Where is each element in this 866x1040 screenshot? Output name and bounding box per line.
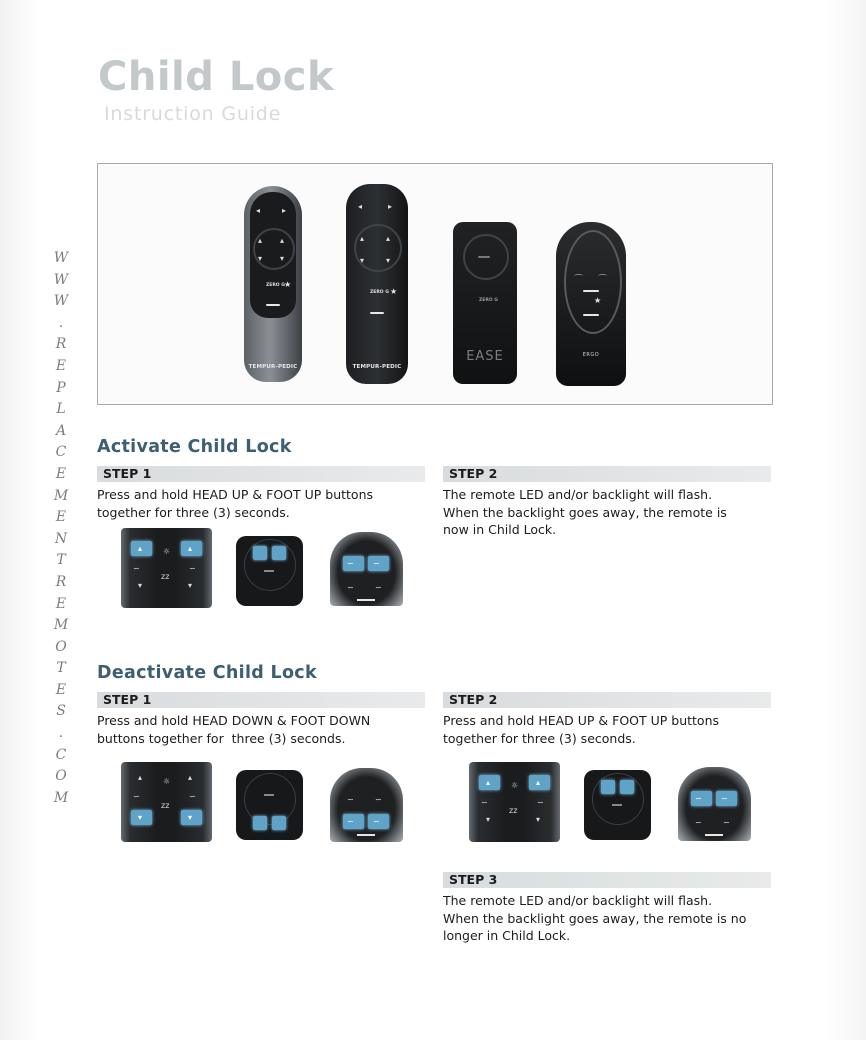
head-position-icon: ∽ <box>347 817 354 826</box>
remote-brand-label: TEMPUR-PEDIC <box>248 364 298 370</box>
text-line: together for three (3) seconds. <box>97 504 290 520</box>
head-position-icon: ∽ <box>347 795 354 804</box>
watermark-character: E <box>55 681 67 698</box>
watermark-character: S <box>56 703 66 720</box>
text-line: The remote LED and/or backlight will flash. <box>443 487 713 502</box>
arrow-down-icon: ▾ <box>258 254 263 263</box>
text-line: now in Child Lock. <box>443 522 557 537</box>
head-position-icon: ∽ <box>695 794 702 803</box>
deactivate-step1-label: STEP 1 <box>97 692 425 708</box>
watermark-character: O <box>55 768 67 785</box>
snore-icon: zz <box>509 806 518 815</box>
head-up-icon: ⌒ <box>574 275 584 285</box>
watermark-character: M <box>53 789 69 806</box>
head-position-icon: ∽ <box>347 559 354 568</box>
watermark-character: N <box>54 530 68 547</box>
arrow-up-icon: ▴ <box>188 773 193 782</box>
page-subtitle: Instruction Guide <box>104 103 282 125</box>
deactivate-step3-instructions <box>443 892 746 945</box>
foot-position-icon: ∽ <box>723 818 730 827</box>
flat-bar-icon <box>357 834 375 836</box>
foot-position-icon: ∽ <box>721 794 728 803</box>
remote-photo-ease <box>453 222 517 384</box>
text-line: Press and hold HEAD DOWN & FOOT DOWN <box>97 713 371 728</box>
watermark-character: O <box>55 638 67 655</box>
arrow-up-icon: ▴ <box>486 778 491 787</box>
activate-step1-label: STEP 1 <box>97 466 425 482</box>
foot-down-button-lit <box>272 816 286 830</box>
remote-button-ring <box>244 539 296 591</box>
remote-button-ring <box>253 228 295 270</box>
foot-up-button-lit <box>620 780 634 794</box>
remote-button-ring <box>244 773 296 825</box>
arrow-up-icon: ▴ <box>386 234 391 243</box>
foot-up-button-lit <box>272 546 286 560</box>
watermark-character: A <box>55 422 67 439</box>
text-line: When the backlight goes away, the remote is no <box>443 910 747 926</box>
product-lineup-frame <box>97 163 773 405</box>
zero-g-label: ZERO G <box>479 298 498 303</box>
watermark-character: E <box>55 465 67 482</box>
head-position-icon: ∽ <box>133 792 140 801</box>
arrow-right-icon: ▸ <box>282 206 287 215</box>
text-line: Press and hold HEAD UP & FOOT UP buttons <box>443 713 720 728</box>
watermark-replacement-remotes <box>50 248 72 809</box>
remote-brand-label: ERGO <box>582 352 600 358</box>
head-position-icon: ∽ <box>347 583 354 592</box>
star-icon: ★ <box>284 280 292 289</box>
arrow-up-icon: ▴ <box>360 234 365 243</box>
light-bulb-icon: ☼ <box>511 781 519 790</box>
watermark-character: T <box>56 552 66 569</box>
arrow-up-icon: ▴ <box>258 236 263 245</box>
arrow-down-icon: ▾ <box>188 581 193 590</box>
arrow-up-icon: ▴ <box>138 544 143 553</box>
flat-bar-icon <box>264 794 274 796</box>
watermark-character: . <box>58 725 64 742</box>
star-icon: ★ <box>390 287 398 296</box>
flat-bar-icon <box>357 599 375 601</box>
remote-closeup-ease-head-foot-down <box>236 770 303 840</box>
activate-section-title: Activate Child Lock <box>97 437 292 457</box>
remote-photo-tempurpedic-silver <box>244 186 302 382</box>
arrow-down-icon: ▾ <box>280 254 285 263</box>
watermark-character: M <box>53 487 69 504</box>
arrow-up-icon: ▴ <box>280 236 285 245</box>
activate-step2-label: STEP 2 <box>443 466 771 482</box>
watermark-character: E <box>55 595 67 612</box>
zero-g-label: ZERO G <box>266 283 285 288</box>
activate-step1-instructions <box>97 486 373 521</box>
watermark-character: T <box>56 660 66 677</box>
arrow-down-icon: ▾ <box>188 813 193 822</box>
foot-position-icon: ∽ <box>373 559 380 568</box>
text-line: longer in Child Lock. <box>443 928 571 943</box>
arrow-up-icon: ▴ <box>536 778 541 787</box>
foot-position-icon: ∽ <box>537 798 544 807</box>
remote-button-ring <box>592 773 644 825</box>
watermark-character: E <box>55 509 67 526</box>
remote-photo-tempurpedic-black <box>346 184 408 384</box>
remote-closeup-ease-head-foot-up <box>236 536 303 606</box>
remote-closeup-ergo-head-foot-up <box>678 767 751 841</box>
text-line: Press and hold HEAD UP & FOOT UP buttons <box>97 487 374 502</box>
watermark-character: R <box>55 573 67 590</box>
flat-bar-icon <box>705 834 723 836</box>
watermark-character: M <box>53 617 69 634</box>
remote-closeup-tempurpedic-head-foot-down <box>121 762 212 842</box>
zero-g-label: ZERO G <box>370 290 389 295</box>
remote-closeup-ease-head-foot-up <box>584 770 651 840</box>
foot-position-icon: ∽ <box>189 564 196 573</box>
arrow-up-icon: ▴ <box>188 544 193 553</box>
head-position-icon: ∽ <box>133 564 140 573</box>
arrow-down-icon: ▾ <box>486 815 491 824</box>
remote-closeup-tempurpedic-head-foot-up <box>121 528 212 608</box>
head-position-icon: ∽ <box>481 798 488 807</box>
flat-bar-icon <box>612 804 622 806</box>
watermark-character: W <box>53 271 69 288</box>
watermark-character: E <box>55 357 67 374</box>
arrow-left-icon: ◂ <box>256 206 261 215</box>
arrow-down-icon: ▾ <box>138 813 143 822</box>
watermark-character: W <box>53 293 69 310</box>
star-icon: ★ <box>594 296 602 305</box>
deactivate-step3-label: STEP 3 <box>443 872 771 888</box>
foot-up-icon: ⌒ <box>598 275 608 285</box>
foot-position-icon: ∽ <box>189 792 196 801</box>
foot-position-icon: ∽ <box>373 817 380 826</box>
flat-bar-icon <box>583 314 599 316</box>
arrow-down-icon: ▾ <box>360 256 365 265</box>
foot-position-icon: ∽ <box>375 795 382 804</box>
watermark-character: C <box>55 444 67 461</box>
text-line: together for three (3) seconds. <box>443 730 636 746</box>
remote-brand-label: EASE <box>466 349 504 364</box>
watermark-character: P <box>56 379 66 396</box>
arrow-up-icon: ▴ <box>138 773 143 782</box>
arrow-left-icon: ◂ <box>358 202 363 211</box>
arrow-right-icon: ▸ <box>388 202 393 211</box>
watermark-character: W <box>53 250 69 266</box>
deactivate-section-title: Deactivate Child Lock <box>97 663 317 683</box>
text-line: The remote LED and/or backlight will flash. <box>443 893 713 908</box>
remote-closeup-tempurpedic-head-foot-up <box>469 762 560 842</box>
arrow-down-icon: ▾ <box>386 256 391 265</box>
light-bulb-icon: ☼ <box>163 547 171 556</box>
flat-bar-icon <box>264 570 274 572</box>
watermark-character: R <box>55 336 67 353</box>
remote-closeup-ergo-head-foot-up <box>330 532 403 606</box>
snore-icon: zz <box>161 801 170 810</box>
arrow-down-icon: ▾ <box>536 815 541 824</box>
snore-icon: zz <box>161 572 170 581</box>
deactivate-step1-instructions <box>97 712 370 747</box>
deactivate-step2-instructions <box>443 712 719 747</box>
flat-bar-icon <box>370 312 384 314</box>
activate-step2-instructions <box>443 486 727 539</box>
remote-closeup-ergo-head-foot-down <box>330 768 403 842</box>
light-bulb-icon: ☼ <box>163 777 171 786</box>
foot-position-icon: ∽ <box>375 583 382 592</box>
remote-photo-ergo <box>556 222 626 386</box>
text-line: When the backlight goes away, the remote is <box>443 504 727 520</box>
text-line: buttons together for three (3) seconds. <box>97 730 346 746</box>
watermark-character: L <box>56 401 66 418</box>
arrow-down-icon: ▾ <box>138 581 143 590</box>
watermark-character: . <box>58 314 64 331</box>
flat-bar-icon <box>583 290 599 292</box>
remote-button-ring <box>564 230 622 334</box>
remote-brand-label: TEMPUR-PEDIC <box>352 364 402 370</box>
head-position-icon: ∽ <box>695 818 702 827</box>
deactivate-step2-label: STEP 2 <box>443 692 771 708</box>
head-down-button-lit <box>253 816 267 830</box>
flat-bar-icon <box>266 304 280 306</box>
head-up-button-lit <box>601 780 615 794</box>
head-up-button-lit <box>253 546 267 560</box>
watermark-character: C <box>55 746 67 763</box>
flat-bar-icon <box>478 256 490 258</box>
page-title: Child Lock <box>98 54 335 100</box>
